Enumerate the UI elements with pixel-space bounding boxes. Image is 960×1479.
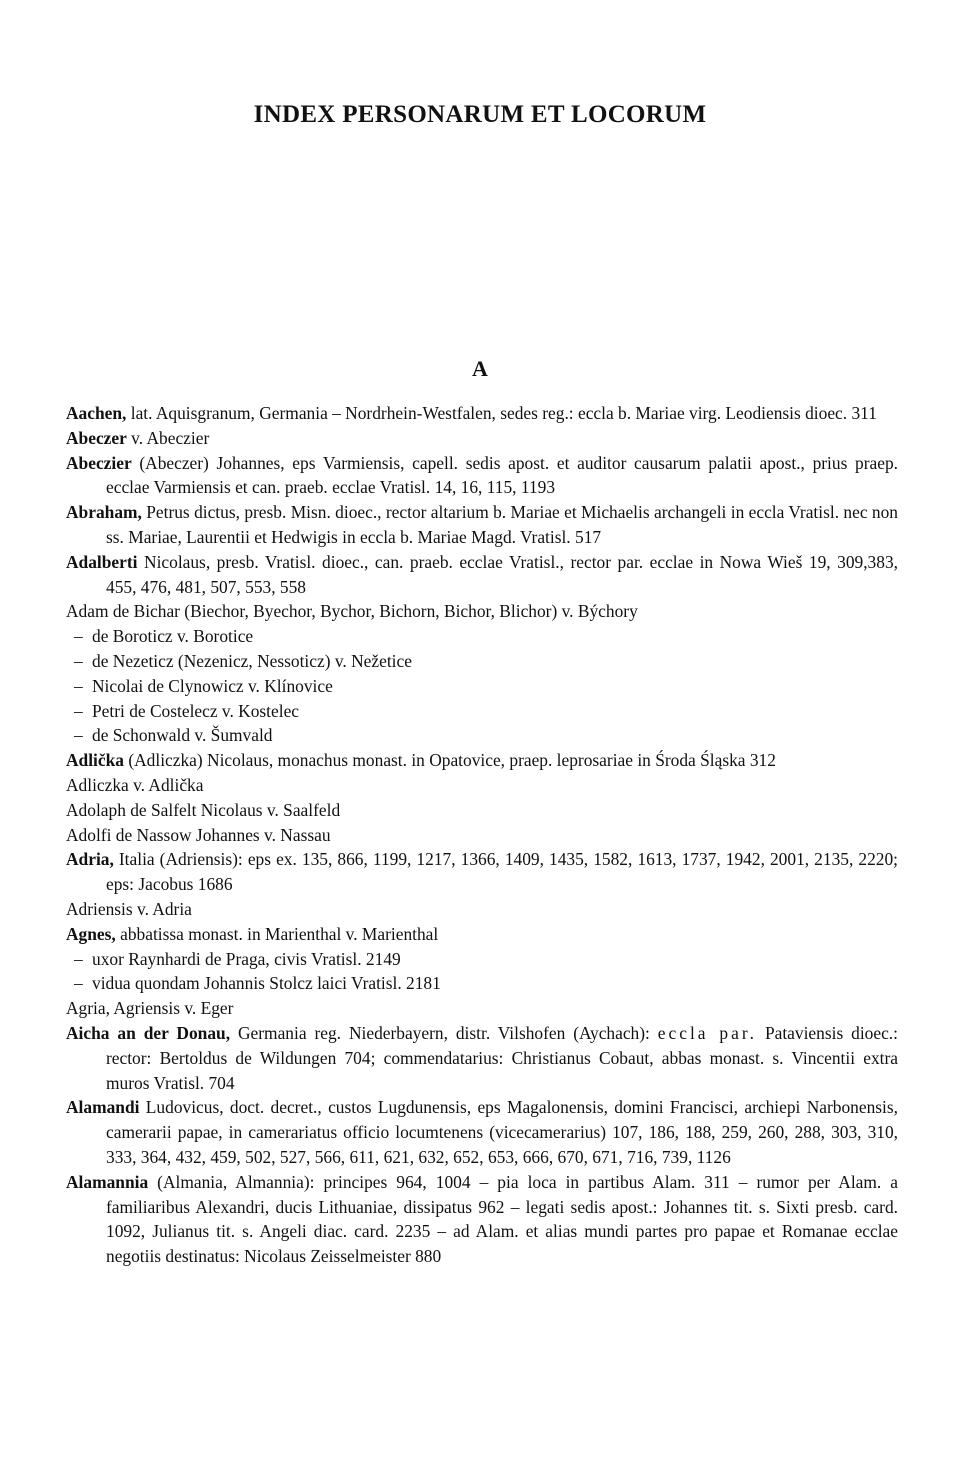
entry-headword: Aicha an der Donau, — [66, 1022, 231, 1043]
index-subentry — [66, 947, 898, 972]
index-entry — [66, 550, 898, 600]
entry-text: uxor Raynhardi de Praga, civis Vratisl. 2149 — [92, 948, 401, 969]
index-entry — [66, 1095, 898, 1169]
entry-text: de Boroticz v. Borotice — [92, 626, 254, 647]
index-entry — [66, 922, 898, 947]
entry-text: Agria, Agriensis v. Eger — [66, 998, 234, 1019]
index-entry — [66, 451, 898, 501]
entry-text: de Schonwald v. Šumvald — [92, 725, 273, 746]
index-subentry — [66, 649, 898, 674]
index-entry — [66, 1170, 898, 1269]
entry-text: (Almania, Almannia): principes 964, 1004 – pia loca in partibus Alam. 311 – rumor per Alam. a familiaribus Alexandri, ducis Lithuaniae, dissipatus 962 – legati sedis apost.: Johannes tit. s. Sixti presb. card. 1092, Julianus tit. s. Angeli diac. card. 2235 – ad Alam. et alias mundi partes pro papae et Romanae ecclae negotiis destinatus: Nicolaus Zeisselmeister 880 — [106, 1171, 898, 1267]
entry-headword: Abeczier — [66, 452, 132, 473]
entry-headword: Alamandi — [66, 1097, 140, 1118]
entry-headword: Abeczer — [66, 427, 127, 448]
entry-text: Nicolai de Clynowicz v. Klínovice — [92, 675, 333, 696]
entry-text: Adliczka v. Adlička — [66, 774, 204, 795]
entry-spaced-text: eccla par. — [657, 1022, 758, 1043]
entry-text: Italia (Adriensis): eps ex. 135, 866, 1199, 1217, 1366, 1409, 1435, 1582, 1613, 1737, 1942, 2001, 2135, 2220; eps: Jacobus 1686 — [106, 849, 898, 895]
section-letter: A — [472, 356, 488, 381]
index-subentry — [66, 624, 898, 649]
entry-text: Adriensis v. Adria — [66, 898, 192, 919]
index-subentry — [66, 699, 898, 724]
entry-headword: Adria, — [66, 849, 114, 870]
entry-headword: Aachen, — [66, 403, 127, 423]
index-entry — [66, 599, 898, 624]
entry-text: Adam de Bichar (Biechor, Byechor, Bychor, Bichorn, Bichor, Blichor) v. Býchory — [66, 601, 638, 622]
entry-text: vidua quondam Johannis Stolcz laici Vratisl. 2181 — [92, 973, 441, 994]
entry-text: abbatissa monast. in Marienthal v. Marienthal — [115, 923, 439, 944]
index-entry — [66, 798, 898, 823]
entry-text: (Abeczer) Johannes, eps Varmiensis, capell. sedis apost. et auditor causarum palatii apost., prius praep. ecclae Varmiensis et can. praeb. ecclae Vratisl. 14, 16, 115, 1193 — [106, 452, 898, 498]
entry-text: v. Abeczier — [126, 427, 210, 448]
index-entry — [66, 847, 898, 897]
index-entry — [66, 426, 898, 451]
entry-text: Ludovicus, doct. decret., custos Lugdunensis, eps Magalonensis, domini Francisci, archiepi Narbonensis, camerarii papae, in camerariatus officio locumtenens (vicecamerarius) 107, 186, 188, 259, 260, 288, 303, 310, 333, 364, 432, 459, 502, 527, 566, 611, 621, 632, 652, 653, 666, 670, 671, 716, 739, 1126 — [106, 1097, 898, 1167]
index-subentry — [66, 723, 898, 748]
entry-text: de Nezeticz (Nezenicz, Nessoticz) v. Nežetice — [92, 650, 412, 671]
entry-text: Adolaph de Salfelt Nicolaus v. Saalfeld — [66, 799, 341, 820]
entry-text: lat. Aquisgranum, Germania – Nordrhein-Westfalen, sedes reg.: eccla b. Mariae virg. Leodiensis dioec. 311 — [126, 403, 877, 423]
entry-text: Petri de Costelecz v. Kostelec — [92, 700, 300, 721]
index-entry — [66, 773, 898, 798]
index-subentry — [66, 971, 898, 996]
index-entry — [66, 401, 898, 426]
page-title: INDEX PERSONARUM ET LOCORUM — [253, 101, 707, 128]
index-subentry — [66, 674, 898, 699]
index-entry — [66, 500, 898, 550]
entry-text: (Adliczka) Nicolaus, monachus monast. in Opatovice, praep. leprosariae in Środa Śląska 312 — [123, 750, 776, 771]
index-entry — [66, 823, 898, 848]
index-entry — [66, 897, 898, 922]
entry-headword: Alamannia — [66, 1171, 149, 1192]
entry-text: Germania reg. Niederbayern, distr. Vilshofen (Aychach): — [230, 1022, 658, 1043]
entry-text-continued: Pataviensis dioec.: rector: Bertoldus de Wildungen 704; commendatarius: Christianus Cobaut, abbas monast. s. Vincentii extra muros Vratisl. 704 — [106, 1022, 898, 1093]
entry-headword: Abraham, — [66, 502, 142, 523]
entry-text: Nicolaus, presb. Vratisl. dioec., can. praeb. ecclae Vratisl., rector par. ecclae in Nowa Wieš 19, 309,383, 455, 476, 481, 507, 553, 558 — [106, 551, 898, 597]
index-entries — [66, 401, 898, 1269]
entry-text: Adolfi de Nassow Johannes v. Nassau — [66, 824, 331, 845]
index-entry — [66, 1021, 898, 1095]
entry-headword: Adalberti — [66, 551, 138, 572]
index-entry — [66, 748, 898, 773]
index-entry — [66, 996, 898, 1021]
entry-headword: Adlička — [66, 750, 124, 771]
entry-text: Petrus dictus, presb. Misn. dioec., rector altarium b. Mariae et Michaelis archangeli in eccla Vratisl. nec non ss. Mariae, Laurentii et Hedwigis in eccla b. Mariae Magd. Vratisl. 517 — [106, 502, 898, 547]
entry-headword: Agnes, — [66, 923, 116, 944]
